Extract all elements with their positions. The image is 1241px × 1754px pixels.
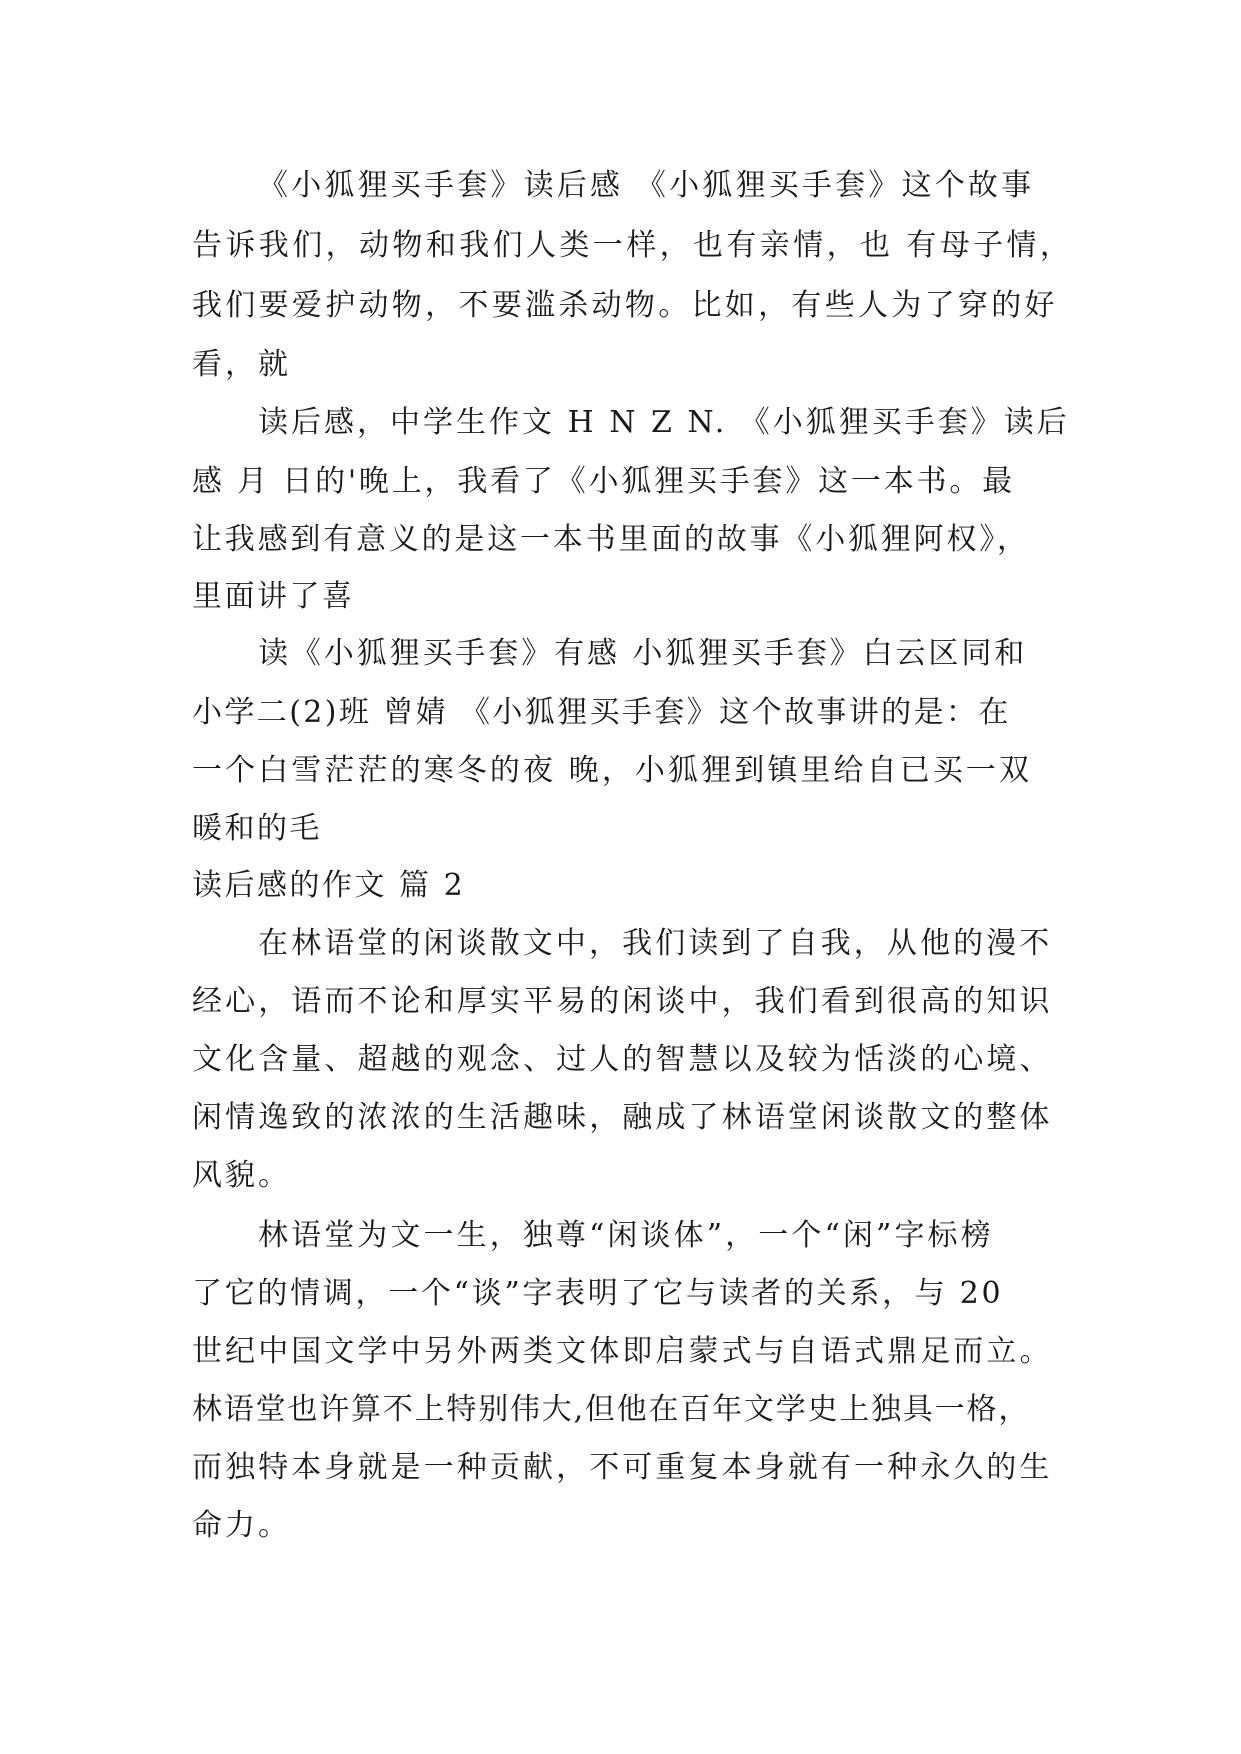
text-line: 一个白雪茫茫的寒冬的夜 晚，小狐狸到镇里给自已买一双 bbox=[192, 753, 1033, 788]
text-line: 看，就 bbox=[192, 347, 291, 382]
text-line: 告诉我们，动物和我们人类一样，也有亲情，也 有母子情， bbox=[192, 228, 1074, 263]
text-line: 里面讲了喜 bbox=[192, 579, 355, 614]
text-line: 《小狐狸买手套》读后感 《小狐狸买手套》这个故事 bbox=[258, 168, 1035, 203]
text-line: 了它的情调，一个“谈”字表明了它与读者的关系，与 20 bbox=[192, 1276, 1004, 1311]
text-line: 世纪中国文学中另外两类文体即启蒙式与自语式鼎足而立。 bbox=[192, 1334, 1053, 1369]
text-line: 林语堂也许算不上特别伟大,但他在百年文学史上独具一格， bbox=[192, 1392, 1031, 1427]
text-line: 命力。 bbox=[192, 1508, 291, 1543]
text-line: 读后感，中学生作文 H N Z N. 《小狐狸买手套》读后 bbox=[258, 405, 1070, 440]
text-line: 我们要爱护动物，不要滥杀动物。比如，有些人为了穿的好 bbox=[192, 288, 1058, 323]
text-line: 经心，语而不论和厚实平易的闲谈中，我们看到很高的知识 bbox=[192, 984, 1053, 1019]
text-line: 读《小狐狸买手套》有感 小狐狸买手套》白云区同和 bbox=[258, 636, 1028, 671]
text-line: 风貌。 bbox=[192, 1158, 291, 1193]
text-line: 小学二(2)班 曾婧 《小狐狸买手套》这个故事讲的是：在 bbox=[192, 695, 1011, 730]
text-line: 在林语堂的闲谈散文中，我们读到了自我，从他的漫不 bbox=[258, 926, 1053, 961]
text-line: 而独特本身就是一种贡献，不可重复本身就有一种永久的生 bbox=[192, 1450, 1053, 1485]
text-line: 文化含量、超越的观念、过人的智慧以及较为恬淡的心境、 bbox=[192, 1042, 1053, 1077]
text-line: 闲情逸致的浓浓的生活趣味，融成了林语堂闲谈散文的整体 bbox=[192, 1100, 1053, 1135]
text-line: 让我感到有意义的是这一本书里面的故事《小狐狸阿权》， bbox=[192, 522, 1030, 557]
section-heading: 读后感的作文 篇 2 bbox=[192, 868, 466, 903]
text-line: 感 月 日的'晚上，我看了《小狐狸买手套》这一本书。最 bbox=[192, 464, 1015, 499]
text-line: 暖和的毛 bbox=[192, 811, 322, 846]
text-line: 林语堂为文一生，独尊“闲谈体”，一个“闲”字标榜 bbox=[258, 1218, 994, 1253]
